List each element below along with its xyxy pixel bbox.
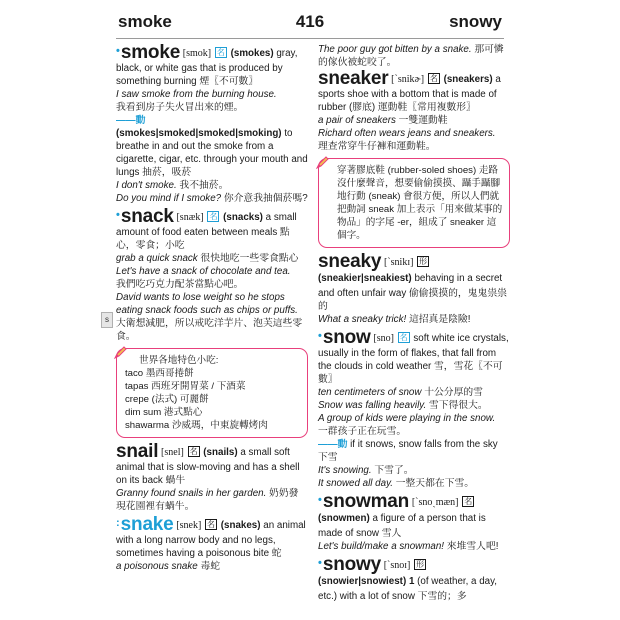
example-zh: 十公分厚的雪 <box>424 387 483 398</box>
example-en: I don't smoke. <box>116 180 177 191</box>
example-zh: 雪下得很大。 <box>428 400 488 411</box>
example-zh: 大衛想減肥，所以戒吃洋芋片、泡芙這些零食。 <box>116 318 303 342</box>
headword: snowman <box>322 491 410 512</box>
pencil-icon <box>112 345 128 361</box>
entry-snack <box>116 207 308 343</box>
left-column <box>116 43 308 575</box>
example-en: Do you mind if I smoke? <box>116 193 222 204</box>
sense-number: 1 <box>408 576 415 587</box>
entry-sneaky <box>318 251 510 326</box>
example-en: a pair of sneakers <box>318 115 396 126</box>
pronunciation: [ˋsnoɪ] <box>383 560 411 571</box>
definition: soft white ice crystals, usually in the form of flakes, that fall from the clouds in cold weather 雪，雪花〖不可數〗 <box>318 333 509 385</box>
example-en: It snowed all day. <box>318 478 393 489</box>
definition: a small amount of food eaten between meals 點心，零食；小吃 <box>116 212 297 251</box>
headword: snowy <box>322 554 381 575</box>
example-en: ten centimeters of snow <box>318 387 422 398</box>
example-zh: 那可憐的傢伙被蛇咬了。 <box>318 44 504 68</box>
right-column <box>318 43 510 605</box>
example-zh: 很快地吃一些零食點心 <box>200 253 299 264</box>
entry-snake-continued <box>318 43 510 69</box>
example-en: What a sneaky trick! <box>318 314 407 325</box>
inflections: (snowmen) <box>318 513 370 524</box>
headword: smoke <box>120 42 181 63</box>
headword: snake <box>120 514 174 535</box>
entry-snowman <box>318 492 510 553</box>
note-text: 穿著膠底鞋 (rubber-soled shoes) 走路沒什麼聲音，想要偷偷摸摸、躡手躡腳地行動 (sneak) 會很方便，所以人們就把動詞 sneak 加上表示「用來做某事的物品」的字尾 -er，組成了 sneaker 這個字。 <box>337 165 503 241</box>
entry-sneaker <box>318 68 510 153</box>
example-en: a poisonous snake <box>116 561 198 572</box>
example-zh: 一群孩子正在玩雪。 <box>318 426 407 437</box>
verb-marker: ——動 <box>318 439 348 450</box>
definition: a figure of a person that is made of snow 雪人 <box>318 513 486 539</box>
example-en: Let's build/make a snowman! <box>318 541 445 552</box>
part-of-speech: 名 <box>399 333 408 342</box>
list-item: tapas 西班牙開胃菜 / 下酒菜 <box>125 381 246 392</box>
headword: snack <box>120 206 174 227</box>
header-guide-word-left: smoke <box>118 12 172 31</box>
entry-snow <box>318 328 510 490</box>
definition: behaving in a secret and often unfair way 偷偷摸摸的，鬼鬼祟祟的 <box>318 273 507 312</box>
example-zh: 你介意我抽個菸嗎? <box>223 193 308 204</box>
verb-marker: ——動 <box>116 115 146 126</box>
pronunciation: [snel] <box>161 447 184 458</box>
header-guide-word-right: snowy <box>449 12 502 31</box>
side-letter-tab: s <box>101 312 113 328</box>
example-en: A group of kids were playing in the snow. <box>318 413 496 424</box>
part-of-speech: 形 <box>416 560 425 569</box>
pronunciation: [sno] <box>373 333 394 344</box>
inflections: (smokes) <box>230 48 274 59</box>
header-rule <box>116 38 504 39</box>
pronunciation: [snek] <box>176 520 202 531</box>
inflections: (snakes) <box>220 520 261 531</box>
example-zh: 我們吃巧克力配茶當點心吧。 <box>116 279 244 290</box>
part-of-speech: 名 <box>209 212 218 221</box>
entry-snake <box>116 515 308 573</box>
definition: (of weather, a day, etc.) with a lot of snow 下雪的；多 <box>318 576 498 602</box>
example-en: Richard often wears jeans and sneakers. <box>318 128 496 139</box>
definition: an animal with a long narrow body and no legs, sometimes having a poisonous bite 蛇 <box>116 520 306 559</box>
star-icon: • <box>318 557 322 569</box>
entry-snowy <box>318 555 510 603</box>
example-zh: 毒蛇 <box>200 561 221 572</box>
part-of-speech: 名 <box>216 48 225 57</box>
example-en: Let's have a snack of chocolate and tea. <box>116 266 291 277</box>
inflections: (sneakier|sneakiest) <box>318 273 412 284</box>
part-of-speech: 名 <box>207 520 216 529</box>
example-en: David wants to lose weight so he stops eating snack foods such as chips or puffs. <box>116 292 298 316</box>
inflections: (snails) <box>203 447 238 458</box>
entry-smoke <box>116 43 308 205</box>
example-zh: 下雪了。 <box>374 465 414 476</box>
definition: a sports shoe with a bottom that is made of rubber (膠底) 運動鞋〖常用複數形〗 <box>318 74 501 113</box>
entry-snail <box>116 441 308 513</box>
example-zh: 我不抽菸。 <box>179 180 229 191</box>
note-title: 世界各地特色小吃: <box>139 355 219 366</box>
example-en: I saw smoke from the burning house. <box>116 89 277 100</box>
example-zh: 一雙運動鞋 <box>398 115 448 126</box>
example-en: grab a quick snack <box>116 253 198 264</box>
pronunciation: [ˋsnikɪ] <box>383 257 414 268</box>
page-header <box>116 12 504 36</box>
note-box-snacks <box>116 348 308 438</box>
note-box-sneaker <box>318 158 510 248</box>
part-of-speech: 形 <box>419 257 428 266</box>
headword: sneaker <box>318 68 389 89</box>
example-en: Snow was falling heavily. <box>318 400 427 411</box>
example-en: It's snowing. <box>318 465 372 476</box>
star-icon: • <box>116 209 120 221</box>
inflections: (sneakers) <box>443 74 493 85</box>
inflections: (snacks) <box>223 212 263 223</box>
list-item: dim sum 港式點心 <box>125 407 203 418</box>
pronunciation: [ˋsnoˏmæn] <box>411 497 459 508</box>
definition: gray, black, or white gas that is produced by something burning 煙〖不可數〗 <box>116 48 298 87</box>
pencil-icon <box>314 155 330 171</box>
definition: to breathe in and out the smoke from a cigarette, cigar, etc. through your mouth and lungs 抽菸，吸菸 <box>116 128 308 178</box>
example-zh: 我看到房子失火冒出來的煙。 <box>116 102 244 113</box>
headword: snow <box>322 327 371 348</box>
example-en: The poor guy got bitten by a snake. <box>318 44 472 55</box>
headword: sneaky <box>318 251 382 272</box>
star-icon: • <box>318 494 322 506</box>
definition: if it snows, snow falls from the sky 下雪 <box>318 439 498 463</box>
part-of-speech: 名 <box>464 497 473 506</box>
star-icon: • <box>116 45 120 57</box>
example-zh: 來堆雪人吧! <box>446 541 499 552</box>
list-item: crepe (法式) 可麗餅 <box>125 394 209 405</box>
pronunciation: [smok] <box>182 48 212 59</box>
star-icon: : <box>116 517 120 529</box>
star-icon: • <box>318 330 322 342</box>
inflections: (snowier|snowiest) <box>318 576 407 587</box>
inflections: (smokes|smoked|smoked|smoking) <box>116 128 282 139</box>
pronunciation: [ˋsnikɚ] <box>391 74 425 85</box>
list-item: taco 墨西哥捲餅 <box>125 368 194 379</box>
example-zh: 理查常穿牛仔褲和運動鞋。 <box>318 141 436 152</box>
part-of-speech: 名 <box>189 447 198 456</box>
list-item: shawarma 沙威瑪，中東旋轉烤肉 <box>125 420 268 431</box>
headword: snail <box>116 441 159 462</box>
example-zh: 一整天都在下雪。 <box>395 478 475 489</box>
pronunciation: [snæk] <box>176 212 204 223</box>
note-list <box>125 367 301 432</box>
page-number: 416 <box>295 12 325 31</box>
example-zh: 這招真是陰險! <box>408 314 471 325</box>
example-zh: 奶奶發現花園裡有蝸牛。 <box>116 488 299 512</box>
definition: a small soft animal that is slow-moving and has a shell on its back 蝸牛 <box>116 447 300 486</box>
part-of-speech: 名 <box>429 74 438 83</box>
example-en: Granny found snails in her garden. <box>116 488 267 499</box>
